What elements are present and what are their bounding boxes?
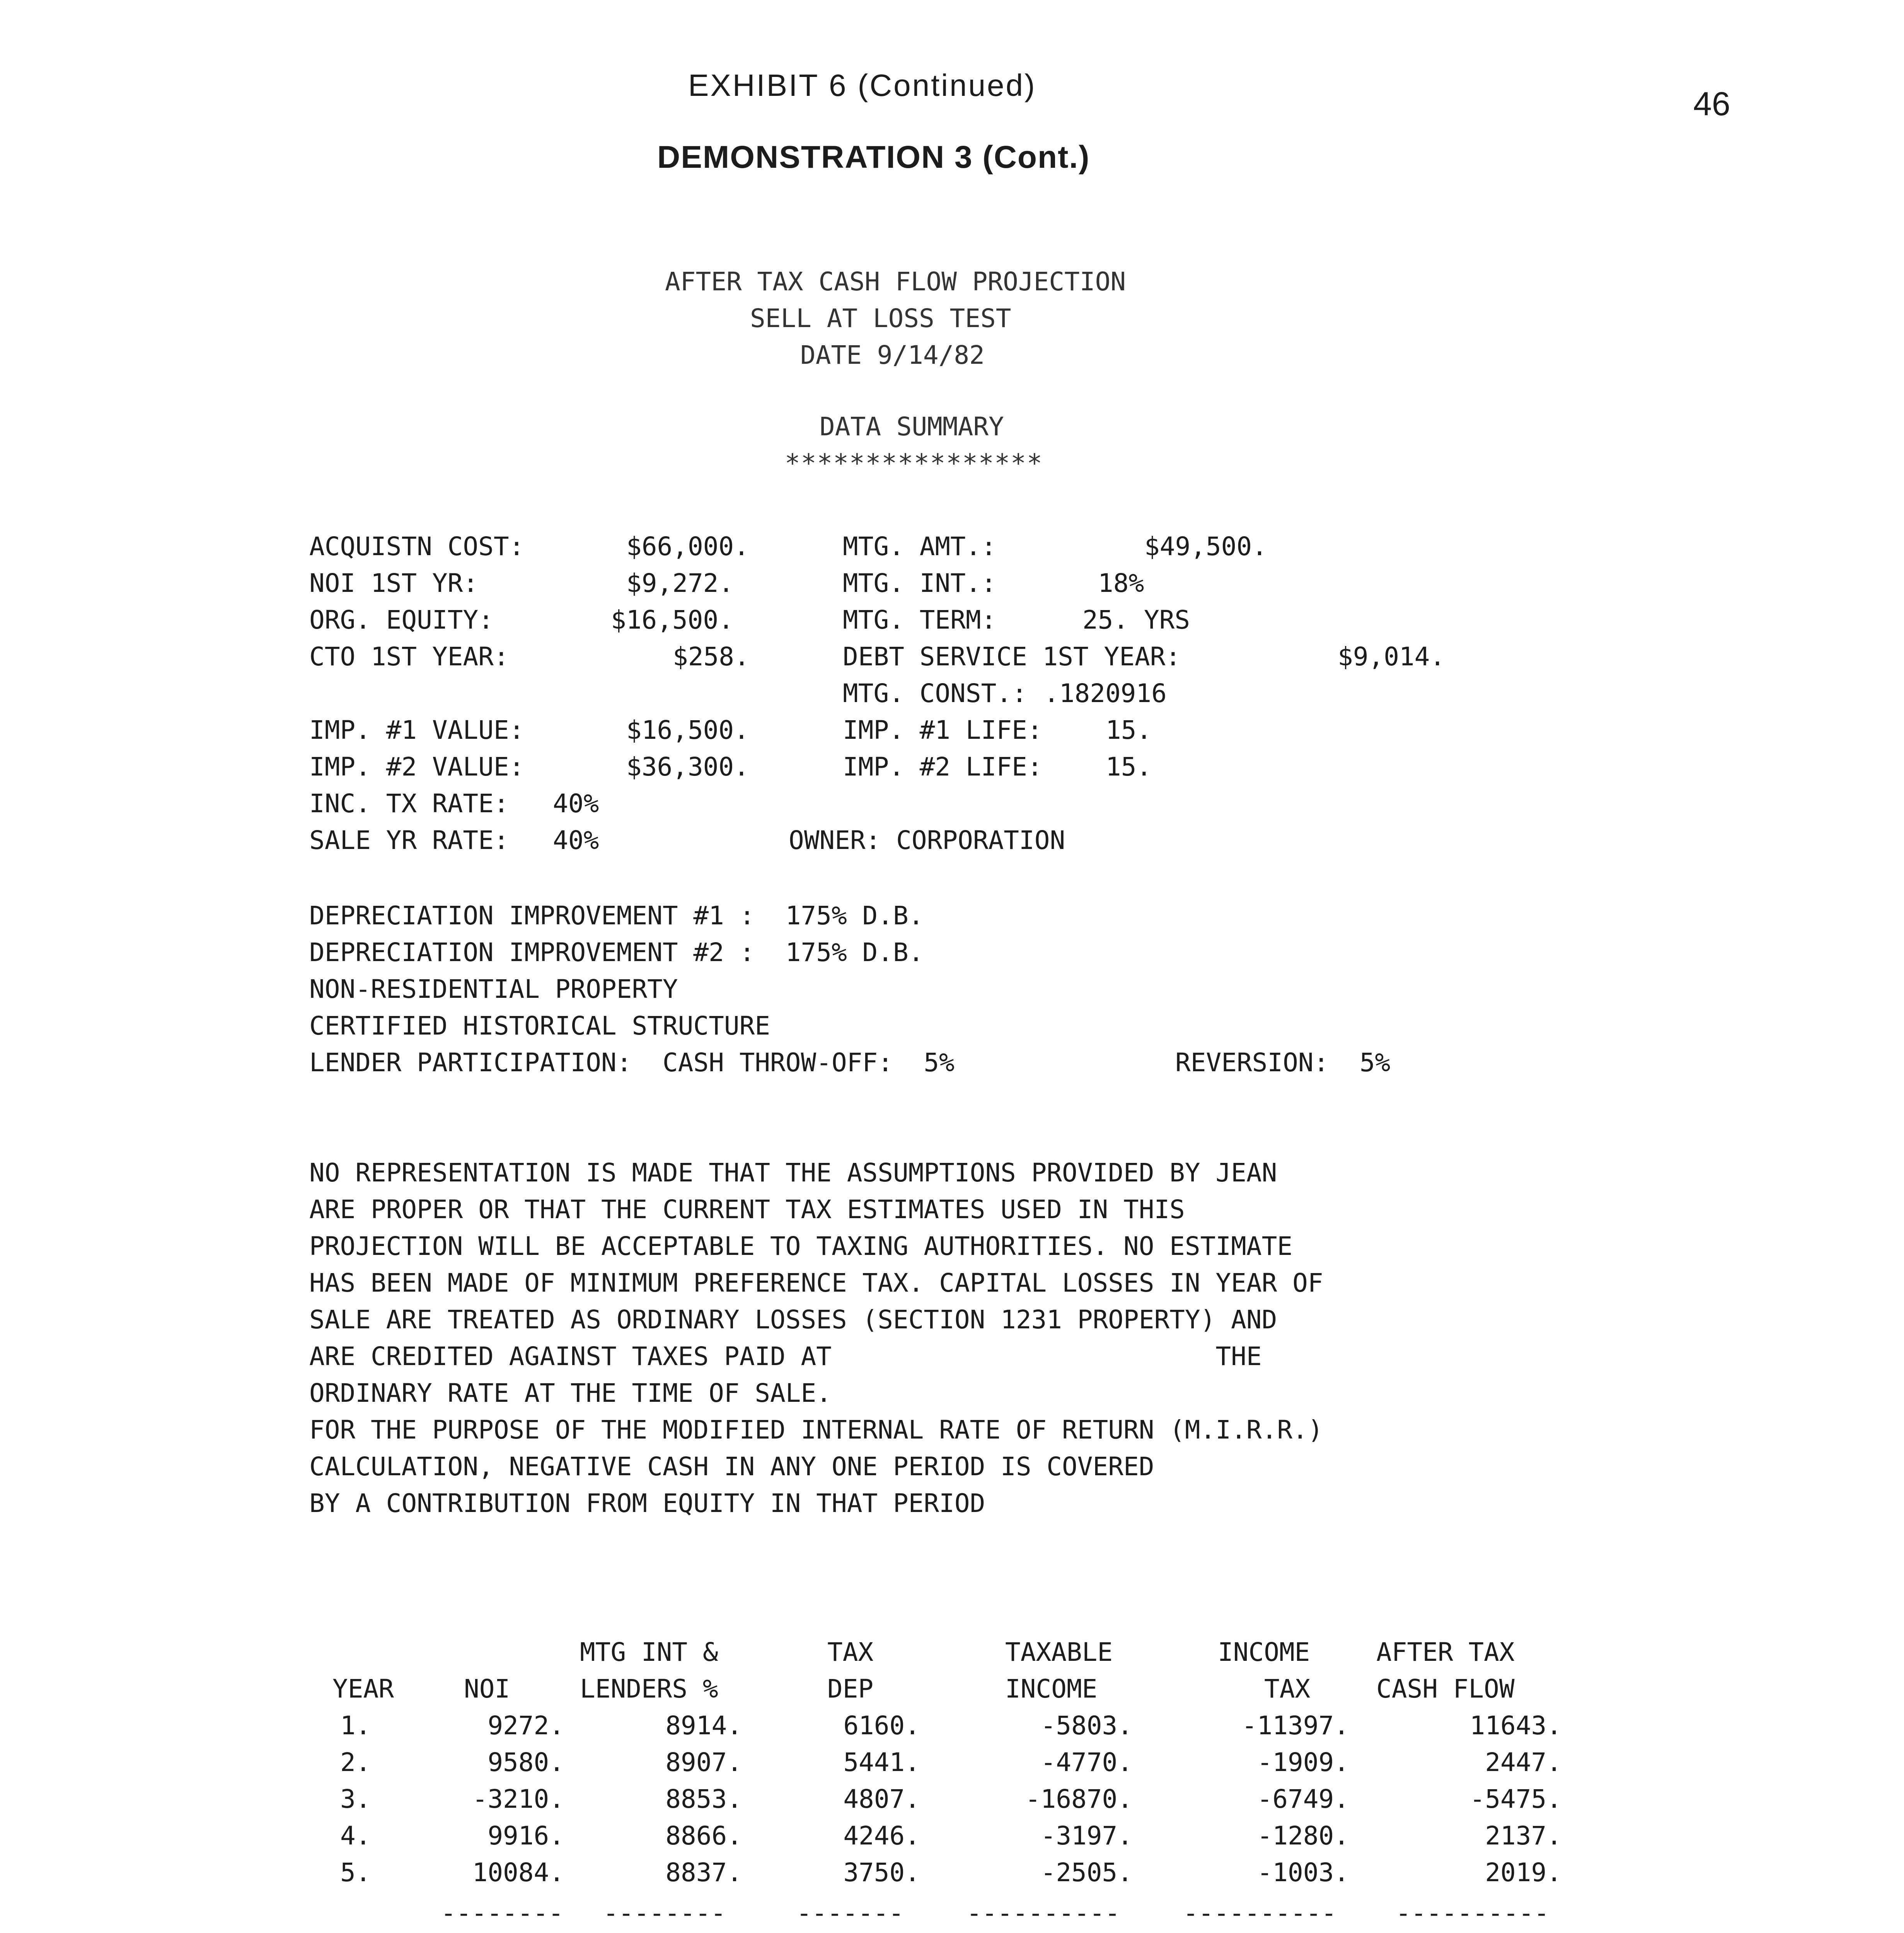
disclaimer-line: ARE PROPER OR THAT THE CURRENT TAX ESTIMATES USED IN THIS — [309, 1195, 1185, 1224]
demonstration-title: DEMONSTRATION 3 (Cont.) — [657, 140, 1090, 175]
cto-label: CTO 1ST YEAR: — [309, 642, 509, 672]
cell-tax-dep: 6160. — [843, 1711, 920, 1740]
cell-noi: -3210. — [472, 1784, 564, 1814]
noi-label: NOI 1ST YR: — [309, 568, 479, 598]
disclaimer-line: PROJECTION WILL BE ACCEPTABLE TO TAXING AUTHORITIES. NO ESTIMATE — [309, 1231, 1293, 1261]
mtg-int-value: 18% — [1098, 568, 1144, 598]
cell-taxable-income: -4770. — [1040, 1747, 1133, 1777]
cell-income-tax: -1909. — [1257, 1747, 1349, 1777]
column-header: INCOME — [1218, 1637, 1310, 1667]
column-header: DEP — [827, 1674, 874, 1704]
cell-after-tax-cash-flow: 2137. — [1485, 1821, 1562, 1851]
cell-taxable-income: -5803. — [1040, 1711, 1133, 1740]
reversion: REVERSION: 5% — [1175, 1048, 1391, 1077]
cell-year: 5. — [340, 1858, 371, 1887]
column-header: INCOME — [1005, 1674, 1098, 1704]
column-header: LENDERS % — [580, 1674, 718, 1704]
cell-income-tax: -6749. — [1257, 1784, 1349, 1814]
cell-after-tax-cash-flow: 11643. — [1469, 1711, 1562, 1740]
cell-year: 4. — [340, 1821, 371, 1851]
column-separator: ---------- — [966, 1898, 1120, 1928]
column-separator: -------- — [441, 1898, 564, 1928]
disclaimer-line: SALE ARE TREATED AS ORDINARY LOSSES (SECTION 1231 PROPERTY) AND — [309, 1305, 1277, 1335]
debt-service-value: $9,014. — [1338, 642, 1445, 672]
cell-taxable-income: -3197. — [1040, 1821, 1133, 1851]
report-date: DATE 9/14/82 — [800, 340, 985, 370]
report-title: AFTER TAX CASH FLOW PROJECTION — [665, 267, 1126, 297]
column-header: NOI — [464, 1674, 510, 1704]
disclaimer-line: FOR THE PURPOSE OF THE MODIFIED INTERNAL RATE OF RETURN (M.I.R.R.) — [309, 1415, 1323, 1445]
column-header: TAX — [827, 1637, 874, 1667]
cell-noi: 9272. — [488, 1711, 564, 1740]
cell-after-tax-cash-flow: -5475. — [1469, 1784, 1562, 1814]
cell-mtg-int: 8866. — [665, 1821, 742, 1851]
section-title: DATA SUMMARY — [820, 412, 1004, 441]
cell-tax-dep: 4246. — [843, 1821, 920, 1851]
exhibit-title: EXHIBIT 6 (Continued) — [688, 68, 1036, 102]
depreciation-imp1: DEPRECIATION IMPROVEMENT #1 : 175% D.B. — [309, 901, 924, 931]
lender-participation: LENDER PARTICIPATION: CASH THROW-OFF: 5% — [309, 1048, 955, 1077]
imp2-value: $36,300. — [626, 752, 749, 782]
imp2-life: 15. — [1106, 752, 1152, 782]
column-separator: ---------- — [1396, 1898, 1549, 1928]
cell-after-tax-cash-flow: 2019. — [1485, 1858, 1562, 1887]
column-header: TAXABLE — [1005, 1637, 1113, 1667]
imp1-life-label: IMP. #1 LIFE: — [843, 715, 1043, 745]
owner: OWNER: CORPORATION — [789, 825, 1065, 855]
section-underline: **************** — [785, 448, 1043, 478]
cell-noi: 9580. — [488, 1747, 564, 1777]
cell-tax-dep: 4807. — [843, 1784, 920, 1814]
column-separator: ------- — [796, 1898, 904, 1928]
disclaimer-line: BY A CONTRIBUTION FROM EQUITY IN THAT PERIOD — [309, 1488, 985, 1518]
cell-income-tax: -1003. — [1257, 1858, 1349, 1887]
disclaimer-line: NO REPRESENTATION IS MADE THAT THE ASSUMPTIONS PROVIDED BY JEAN — [309, 1158, 1277, 1188]
acq-cost-value: $66,000. — [626, 532, 749, 561]
disclaimer-line: ORDINARY RATE AT THE TIME OF SALE. — [309, 1378, 832, 1408]
depreciation-imp2: DEPRECIATION IMPROVEMENT #2 : 175% D.B. — [309, 938, 924, 967]
column-header: YEAR — [332, 1674, 394, 1704]
inc-tx-rate-label: INC. TX RATE: — [309, 789, 509, 818]
cell-mtg-int: 8853. — [665, 1784, 742, 1814]
mtg-int-label: MTG. INT.: — [843, 568, 997, 598]
cell-taxable-income: -16870. — [1025, 1784, 1133, 1814]
column-header: TAX — [1264, 1674, 1311, 1704]
imp2-value-label: IMP. #2 VALUE: — [309, 752, 525, 782]
cell-taxable-income: -2505. — [1040, 1858, 1133, 1887]
mtg-const-label: MTG. CONST.: — [843, 678, 1027, 708]
column-header: AFTER TAX — [1376, 1637, 1515, 1667]
imp2-life-label: IMP. #2 LIFE: — [843, 752, 1043, 782]
cell-year: 3. — [340, 1784, 371, 1814]
cell-tax-dep: 5441. — [843, 1747, 920, 1777]
equity-value: $16,500. — [611, 605, 734, 635]
mtg-amt-value: $49,500. — [1144, 532, 1267, 561]
page-number: 46 — [1693, 85, 1730, 123]
debt-service-label: DEBT SERVICE 1ST YEAR: — [843, 642, 1181, 672]
mtg-amt-label: MTG. AMT.: — [843, 532, 997, 561]
disclaimer-line: CALCULATION, NEGATIVE CASH IN ANY ONE PERIOD IS COVERED — [309, 1452, 1154, 1481]
report-subtitle: SELL AT LOSS TEST — [750, 303, 1011, 333]
mtg-term-label: MTG. TERM: — [843, 605, 997, 635]
cell-mtg-int: 8837. — [665, 1858, 742, 1887]
cell-mtg-int: 8907. — [665, 1747, 742, 1777]
disclaimer-line: HAS BEEN MADE OF MINIMUM PREFERENCE TAX. CAPITAL LOSSES IN YEAR OF — [309, 1268, 1323, 1298]
cell-noi: 9916. — [488, 1821, 564, 1851]
mtg-term-value: 25. YRS — [1082, 605, 1190, 635]
disclaimer-line: ARE CREDITED AGAINST TAXES PAID AT THE — [309, 1342, 1262, 1371]
equity-label: ORG. EQUITY: — [309, 605, 494, 635]
imp1-value-label: IMP. #1 VALUE: — [309, 715, 525, 745]
inc-tx-rate-value: 40% — [553, 789, 599, 818]
cell-tax-dep: 3750. — [843, 1858, 920, 1887]
cell-income-tax: -1280. — [1257, 1821, 1349, 1851]
column-header: MTG INT & — [580, 1637, 718, 1667]
cell-year: 2. — [340, 1747, 371, 1777]
imp1-value: $16,500. — [626, 715, 749, 745]
cell-mtg-int: 8914. — [665, 1711, 742, 1740]
historical-structure: CERTIFIED HISTORICAL STRUCTURE — [309, 1011, 770, 1041]
cell-after-tax-cash-flow: 2447. — [1485, 1747, 1562, 1777]
cell-noi: 10084. — [472, 1858, 564, 1887]
cell-income-tax: -11397. — [1241, 1711, 1349, 1740]
sale-yr-rate-value: 40% — [553, 825, 599, 855]
acq-cost-label: ACQUISTN COST: — [309, 532, 525, 561]
noi-value: $9,272. — [626, 568, 734, 598]
column-separator: ---------- — [1183, 1898, 1337, 1928]
mtg-const-value: .1820916 — [1044, 678, 1167, 708]
column-separator: -------- — [603, 1898, 726, 1928]
sale-yr-rate-label: SALE YR RATE: — [309, 825, 509, 855]
property-type: NON-RESIDENTIAL PROPERTY — [309, 974, 678, 1004]
cto-value: $258. — [673, 642, 750, 672]
column-header: CASH FLOW — [1376, 1674, 1515, 1704]
imp1-life: 15. — [1106, 715, 1152, 745]
cell-year: 1. — [340, 1711, 371, 1740]
